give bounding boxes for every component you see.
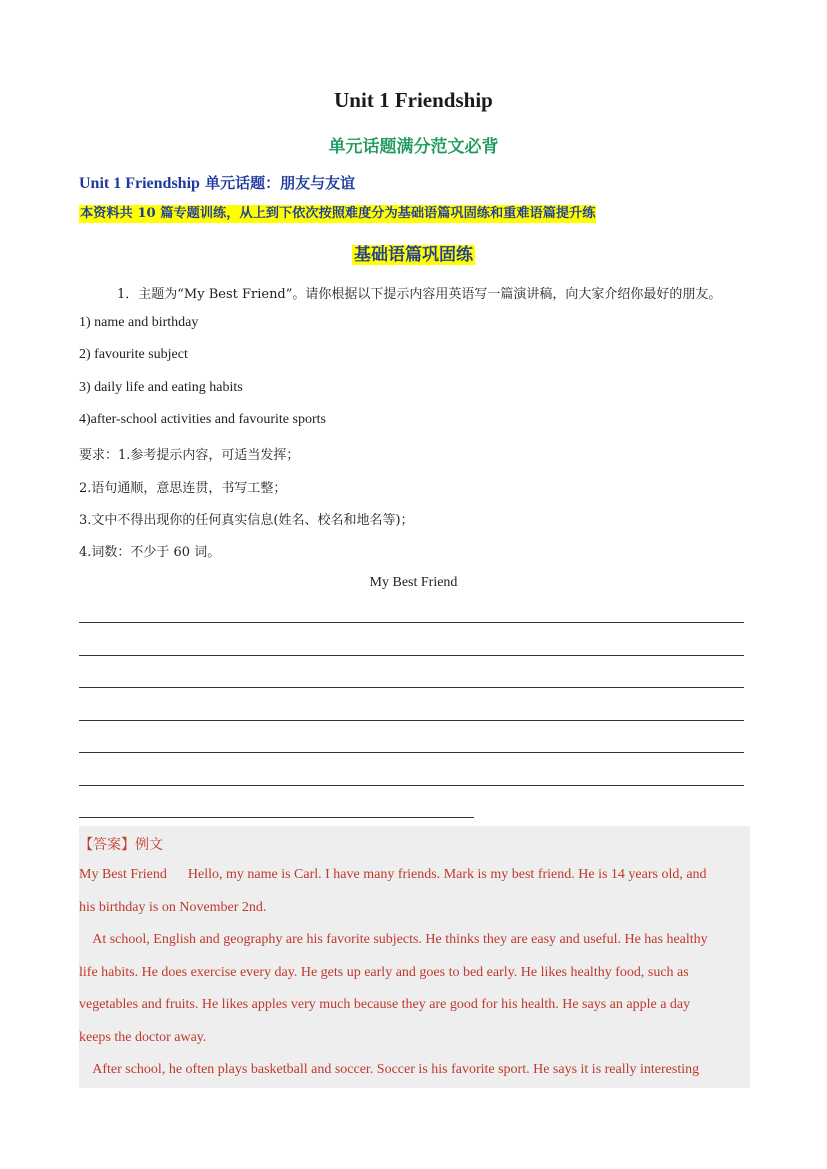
hint-item: 2) favourite subject [79,347,188,362]
writing-line[interactable] [79,817,474,818]
requirement-item: 3.文中不得出现你的任何真实信息(姓名、校名和地名等)； [79,513,414,528]
answer-line: his birthday is on November 2nd. [79,900,267,915]
requirement-item: 要求：1.参考提示内容，可适当发挥； [79,448,300,463]
question-prompt: 1．主题为“My Best Friend”。请你根据以下提示内容用英语写一篇演讲稿，向大家介绍你最好的朋友。 [117,287,722,302]
writing-line[interactable] [79,687,744,688]
answer-line: vegetables and fruits. He likes apples very much because they are good for his health. He says an apple a day [79,997,691,1012]
notice-banner: 本资料共 10 篇专题训练，从上到下依次按照难度分为基础语篇巩固练和重难语篇提升练 [80,206,596,221]
section-heading [0,240,827,265]
answer-line: life habits. He does exercise every day. He gets up early and goes to bed early. He likes healthy food, such as [79,965,689,980]
hint-item: 1) name and birthday [79,315,199,330]
writing-line[interactable] [79,752,744,753]
requirement-item: 4.词数：不少于 60 词。 [79,545,221,560]
answer-panel [79,826,750,1088]
page-subtitle: 单元话题满分范文必背 [328,137,499,157]
page-title: Unit 1 Friendship [334,88,493,112]
writing-line[interactable] [79,655,744,656]
essay-title: My Best Friend [369,575,458,590]
section-heading-text: 基础语篇巩固练 [354,245,473,265]
hint-item: 3) daily life and eating habits [79,380,243,395]
writing-line[interactable] [79,785,744,786]
requirement-item: 2.语句通顺，意思连贯，书写工整； [79,481,287,496]
answer-line: After school, he often plays basketball and soccer. Soccer is his favorite sport. He says it is really interesting [79,1062,700,1077]
topic-english: Unit 1 Friendship [79,175,200,192]
answer-label: 【答案】例文 [79,837,163,853]
answer-line: keeps the doctor away. [79,1030,207,1045]
writing-line[interactable] [79,720,744,721]
writing-line[interactable] [79,622,744,623]
hint-item: 4)after-school activities and favourite sports [79,412,326,427]
answer-line: My Best Friend Hello, my name is Carl. I have many friends. Mark is my best friend. He is 14 years old, and [79,867,707,882]
topic-chinese: 单元话题：朋友与友谊 [205,174,356,192]
answer-line: At school, English and geography are his favorite subjects. He thinks they are easy and useful. He has healthy [79,932,708,947]
topic-heading [79,172,355,193]
